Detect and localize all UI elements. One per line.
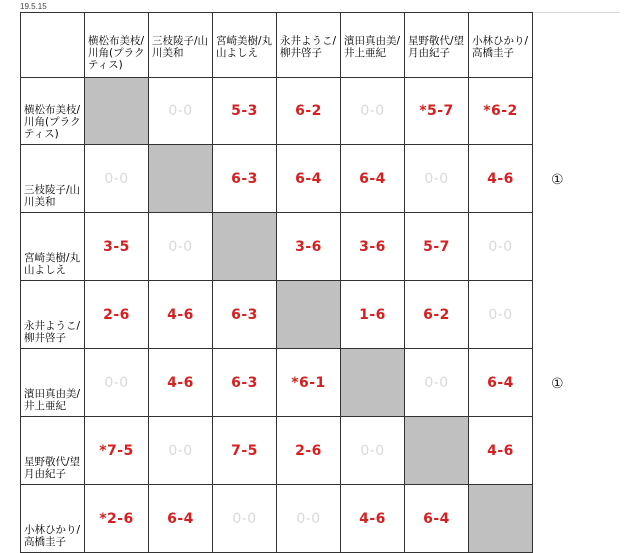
score-cell[interactable]: 4-6 [149,281,213,349]
column-header[interactable] [213,13,277,78]
column-header-label: 濱田真由美/井上亜紀 [344,35,401,59]
score-cell[interactable]: 0-0 [341,417,405,485]
score-cell[interactable]: 2-6 [85,281,149,349]
score-cell[interactable]: 7-5 [213,417,277,485]
column-header-label: 横松布美枝/川角(プラクティス) [88,35,145,71]
score-cell[interactable]: 4-6 [341,485,405,553]
column-header-label: 永井ようこ/柳井啓子 [280,35,337,59]
header-row [21,13,533,78]
table-row [21,349,533,417]
row-header[interactable] [21,417,85,485]
diagonal-cell[interactable] [213,213,277,281]
score-cell[interactable]: 0-0 [149,213,213,281]
diagonal-cell[interactable] [341,349,405,417]
score-cell[interactable]: *6-1 [277,349,341,417]
row-header[interactable] [21,349,85,417]
diagonal-cell[interactable] [85,78,149,145]
row-header[interactable] [21,485,85,553]
score-cell[interactable]: *7-5 [85,417,149,485]
table-row [21,485,533,553]
date-label: 19.5.15 [20,2,47,11]
column-header[interactable] [469,13,533,78]
score-cell[interactable]: 0-0 [405,349,469,417]
table-row [21,281,533,349]
score-cell[interactable]: 4-6 [469,417,533,485]
score-cell[interactable]: 5-7 [405,213,469,281]
score-cell[interactable]: 3-6 [341,213,405,281]
column-header-label: 星野敬代/望月由紀子 [408,35,465,59]
score-cell[interactable]: 6-4 [469,349,533,417]
score-cell[interactable]: 4-6 [469,145,533,213]
diagonal-cell[interactable] [405,417,469,485]
score-cell[interactable]: 6-4 [149,485,213,553]
column-header-label: 宮崎美樹/丸山よしえ [216,35,273,59]
rank-marker: ① [551,376,564,392]
score-cell[interactable]: 0-0 [149,417,213,485]
diagonal-cell[interactable] [149,145,213,213]
table-row [21,78,533,145]
column-header-label: 三枝陵子/山川美和 [152,35,209,59]
column-header[interactable] [85,13,149,78]
row-header-label: 横松布美枝/川角(プラクティス) [24,104,81,140]
score-cell[interactable]: *6-2 [469,78,533,145]
score-cell[interactable]: *2-6 [85,485,149,553]
score-cell[interactable]: 3-6 [277,213,341,281]
row-header-label: 星野敬代/望月由紀子 [24,456,81,480]
score-cell[interactable]: 5-3 [213,78,277,145]
results-table [20,12,533,553]
score-cell[interactable]: 0-0 [469,281,533,349]
score-cell[interactable]: 4-6 [149,349,213,417]
column-header[interactable] [277,13,341,78]
row-header[interactable] [21,145,85,213]
score-cell[interactable]: 0-0 [213,485,277,553]
score-cell[interactable]: 3-5 [85,213,149,281]
score-cell[interactable]: 0-0 [469,213,533,281]
corner-cell[interactable] [21,13,85,78]
score-cell[interactable]: 2-6 [277,417,341,485]
score-cell[interactable]: 0-0 [85,349,149,417]
score-cell[interactable]: 0-0 [405,145,469,213]
table-row [21,417,533,485]
score-cell[interactable]: 6-4 [405,485,469,553]
row-header[interactable] [21,281,85,349]
score-cell[interactable]: 0-0 [277,485,341,553]
score-cell[interactable]: 6-3 [213,349,277,417]
score-cell[interactable]: 0-0 [341,78,405,145]
column-header-label: 小林ひかり/高橋圭子 [472,35,529,59]
score-cell[interactable]: *5-7 [405,78,469,145]
score-cell[interactable]: 6-3 [213,281,277,349]
score-cell[interactable]: 0-0 [85,145,149,213]
table-row [21,213,533,281]
row-header-label: 小林ひかり/高橋圭子 [24,524,81,548]
rank-marker: ① [551,172,564,188]
table-row [21,145,533,213]
column-header[interactable] [405,13,469,78]
score-cell[interactable]: 1-6 [341,281,405,349]
score-cell[interactable]: 6-4 [341,145,405,213]
row-header[interactable] [21,213,85,281]
score-cell[interactable]: 6-2 [405,281,469,349]
score-cell[interactable]: 0-0 [149,78,213,145]
score-cell[interactable]: 6-3 [213,145,277,213]
score-cell[interactable]: 6-4 [277,145,341,213]
row-header-label: 永井ようこ/柳井啓子 [24,320,81,344]
column-header[interactable] [341,13,405,78]
diagonal-cell[interactable] [277,281,341,349]
row-header-label: 宮崎美樹/丸山よしえ [24,252,81,276]
column-header[interactable] [149,13,213,78]
row-header[interactable] [21,78,85,145]
score-cell[interactable]: 6-2 [277,78,341,145]
diagonal-cell[interactable] [469,485,533,553]
row-header-label: 三枝陵子/山川美和 [24,184,81,208]
row-header-label: 濱田真由美/井上亜紀 [24,388,81,412]
